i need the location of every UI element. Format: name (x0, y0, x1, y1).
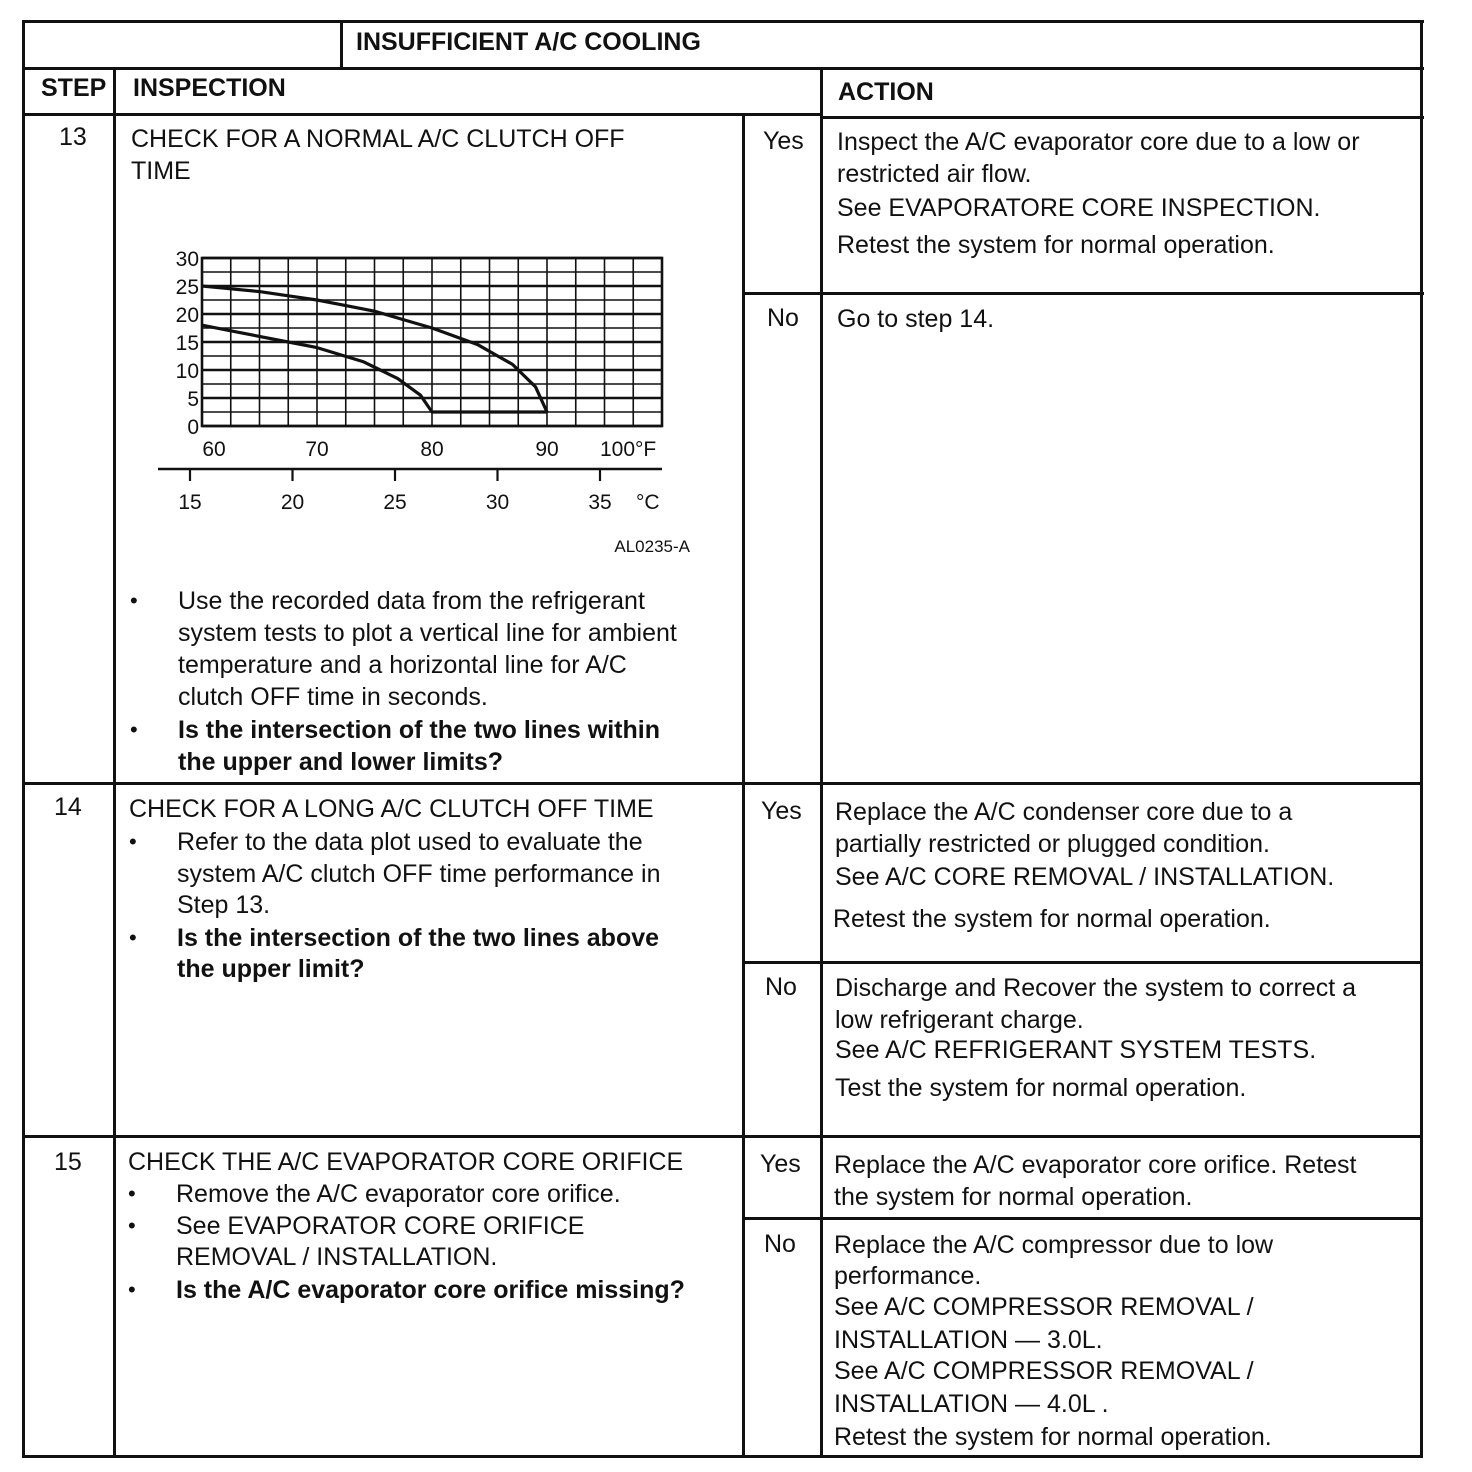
step-15-title-line-1: CHECK THE A/C EVAPORATOR CORE ORIFICE (128, 1148, 684, 1176)
step-14-bullet-1-line-3: Step 13. (177, 891, 271, 919)
step-15-no-action-line-6: INSTALLATION — 4.0L . (834, 1390, 1109, 1418)
step-14-yes-action-line-4: Retest the system for normal operation. (833, 905, 1271, 933)
step-15-no-action-line-2: performance. (834, 1262, 982, 1290)
header-step: STEP (41, 74, 107, 102)
row-15-yes-no-divider (742, 1217, 1422, 1220)
step-13-no-action-line-1: Go to step 14. (837, 305, 995, 333)
chart-x-tick-label-f: 90 (535, 438, 559, 461)
step-15-bullet-2-dot: • (128, 1213, 136, 1238)
chart-y-tick-label: 10 (175, 360, 199, 383)
chart-y-tick-label: 15 (175, 332, 199, 355)
step-15-no-action-line-1: Replace the A/C compressor due to low (834, 1231, 1274, 1259)
title-cell-divider (340, 20, 343, 68)
step-13-title-line-2: TIME (131, 157, 191, 185)
action-column-divider (820, 67, 823, 1458)
row-14-yes-no-divider (742, 961, 1422, 964)
step-13-bullet-1-line-2: system tests to plot a vertical line for ambient (178, 619, 677, 647)
step-13-bullet-1-line-3: temperature and a horizontal line for A/C (178, 651, 627, 679)
step-15-bullet-3-dot: • (128, 1277, 136, 1302)
chart-x-tick-label-f: 60 (202, 438, 226, 461)
step-15-bullet-1-line-1: Remove the A/C evaporator core orifice. (176, 1180, 621, 1208)
step-13-title-line-1: CHECK FOR A NORMAL A/C CLUTCH OFF (131, 125, 625, 153)
step-column-divider (113, 67, 116, 1458)
chart-x-tick-label-c: 25 (383, 491, 407, 514)
yes-no-column-divider (742, 114, 745, 1458)
step-14-no-action-line-3: See A/C REFRIGERANT SYSTEM TESTS. (835, 1036, 1317, 1064)
step-15-bullet-3-line-1: Is the A/C evaporator core orifice missing? (176, 1276, 685, 1304)
step-13-bullet-1-line-4: clutch OFF time in seconds. (178, 683, 488, 711)
step-13-yes-action-line-1: Inspect the A/C evaporator core due to a low or (837, 128, 1360, 156)
step-14-bullet-1-line-2: system A/C clutch OFF time performance in (177, 860, 661, 888)
step-13-bullet-1-line-1: Use the recorded data from the refrigerant (178, 587, 645, 615)
chart-y-tick-label: 30 (175, 248, 199, 271)
step-14-yes-action-line-2: partially restricted or plugged condition. (835, 830, 1270, 858)
table-border-header-bottom-left (22, 113, 822, 116)
step-13-bullet-1-dot: • (130, 588, 138, 613)
chart-x-tick-label-c: 15 (178, 491, 202, 514)
step-15-yes-action-line-2: the system for normal operation. (834, 1183, 1193, 1211)
chart-figure-id: AL0235-A (614, 537, 690, 556)
step-14-bullet-2-line-2: the upper limit? (177, 955, 365, 983)
table-border-right (1420, 20, 1423, 1458)
step-15-yes-action-line-1: Replace the A/C evaporator core orifice. Retest (834, 1151, 1357, 1179)
table-border-top (22, 20, 1424, 23)
step-13-yes-action-line-3: See EVAPORATORE CORE INSPECTION. (837, 194, 1321, 222)
table-border-title-bottom (22, 67, 1424, 70)
step-14-bullet-2-dot: • (129, 925, 137, 950)
step-14-yes-label: Yes (761, 797, 802, 825)
step-13-number: 13 (59, 123, 87, 151)
step-14-number: 14 (54, 793, 82, 821)
row-14-bottom (22, 1135, 1422, 1138)
chart-x-tick-label-f: 100°F (600, 438, 657, 461)
step-15-no-action-line-7: Retest the system for normal operation. (834, 1423, 1272, 1451)
step-13-yes-label: Yes (763, 127, 804, 155)
step-13-no-label: No (767, 304, 799, 332)
step-14-bullet-1-line-1: Refer to the data plot used to evaluate the (177, 828, 643, 856)
step-15-bullet-2-line-1: See EVAPORATOR CORE ORIFICE (176, 1212, 585, 1240)
step-13-bullet-2-line-2: the upper and lower limits? (178, 748, 504, 776)
clutch-off-time-chart (150, 240, 710, 560)
chart-x-tick-label-c: 30 (485, 491, 510, 514)
step-15-no-label: No (764, 1230, 796, 1258)
step-14-title-line-1: CHECK FOR A LONG A/C CLUTCH OFF TIME (129, 795, 654, 823)
chart-y-tick-label: 5 (187, 388, 199, 411)
step-14-bullet-2-line-1: Is the intersection of the two lines above (177, 924, 660, 952)
step-14-no-action-line-2: low refrigerant charge. (835, 1006, 1084, 1034)
step-14-yes-action-line-3: See A/C CORE REMOVAL / INSTALLATION. (835, 863, 1335, 891)
step-14-bullet-1-dot: • (129, 829, 137, 854)
step-15-bullet-1-dot: • (128, 1181, 136, 1206)
page-title: INSUFFICIENT A/C COOLING (356, 28, 701, 56)
chart-x-tick-label-c-unit: °C (636, 491, 660, 514)
table-border-header-bottom-right (822, 116, 1424, 119)
step-13-yes-action-line-4: Retest the system for normal operation. (837, 231, 1275, 259)
table-border-left (22, 20, 25, 1458)
table-border-bottom (22, 1455, 1422, 1458)
step-15-number: 15 (54, 1148, 82, 1176)
chart-x-tick-label-c: 35 (588, 491, 612, 514)
step-14-no-action-line-4: Test the system for normal operation. (835, 1074, 1247, 1102)
step-13-yes-action-line-2: restricted air flow. (837, 160, 1032, 188)
step-13-bullet-2-dot: • (130, 717, 138, 742)
step-14-no-label: No (765, 973, 797, 1001)
chart-x-tick-label-f: 80 (420, 438, 444, 461)
step-14-yes-action-line-1: Replace the A/C condenser core due to a (835, 798, 1293, 826)
header-action: ACTION (838, 78, 934, 106)
header-inspection: INSPECTION (133, 74, 286, 102)
row-13-yes-no-divider (742, 292, 1424, 295)
chart-x-tick-label-f: 70 (305, 438, 329, 461)
step-15-no-action-line-4: INSTALLATION — 3.0L. (834, 1326, 1103, 1354)
chart-x-tick-label-c: 20 (280, 491, 305, 514)
step-13-bullet-2-line-1: Is the intersection of the two lines within (178, 716, 660, 744)
chart-y-tick-label: 25 (175, 276, 199, 299)
step-15-no-action-line-3: See A/C COMPRESSOR REMOVAL / (834, 1293, 1254, 1321)
step-15-bullet-2-line-2: REMOVAL / INSTALLATION. (176, 1243, 498, 1271)
chart-y-tick-label: 20 (175, 304, 199, 327)
step-15-no-action-line-5: See A/C COMPRESSOR REMOVAL / (834, 1357, 1254, 1385)
step-14-no-action-line-1: Discharge and Recover the system to correct a (835, 974, 1357, 1002)
row-13-bottom (22, 782, 1422, 785)
chart-y-tick-label: 0 (187, 416, 199, 439)
step-15-yes-label: Yes (760, 1150, 801, 1178)
